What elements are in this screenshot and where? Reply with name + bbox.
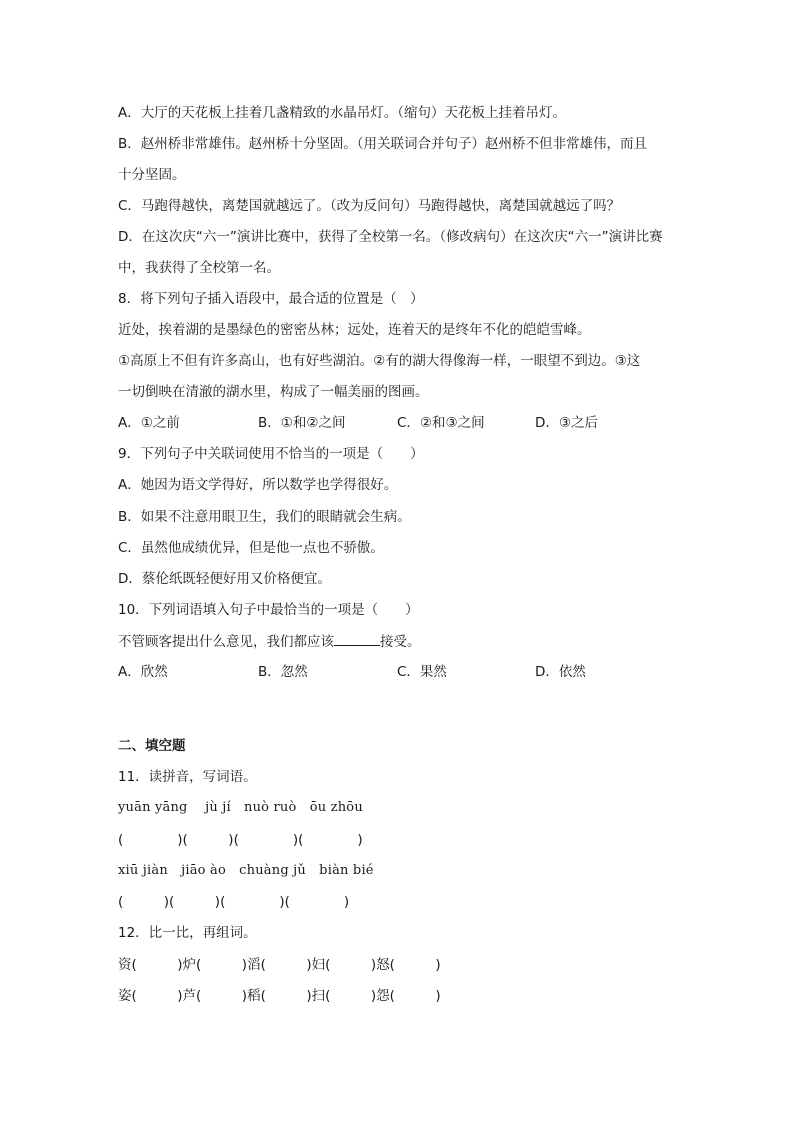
- q10-blank[interactable]: [334, 631, 380, 646]
- q10-sentence-before: 不管顾客提出什么意见，我们都应该: [118, 634, 334, 650]
- q12-stem: 12．比一比，再组词。: [118, 925, 257, 941]
- q8-option-d[interactable]: D．③之后: [535, 415, 598, 431]
- q8-sentence: 近处，挨着湖的是墨绿色的密密丛林；远处，连着天的是终年不化的皑皑雪峰。: [118, 322, 591, 338]
- q9-option-c[interactable]: C．虽然他成绩优异，但是他一点也不骄傲。: [118, 540, 384, 556]
- q8-passage-line2: 一切倒映在清澈的湖水里，构成了一幅美丽的图画。: [118, 384, 429, 400]
- q10-sentence-after: 接受。: [380, 634, 421, 650]
- q12-row1[interactable]: 资( )炉( )滔( )妇( )怒( ): [118, 957, 441, 973]
- q7-option-c: C．马跑得越快，离楚国就越远了。（改为反问句）马跑得越快，离楚国就越远了吗？: [118, 198, 621, 214]
- q11-answer-row2[interactable]: ( )( )( )( ): [118, 894, 350, 910]
- q7-option-b-line2: 十分坚固。: [118, 167, 186, 183]
- q10-options: [118, 662, 678, 682]
- q8-option-a[interactable]: A．①之前: [118, 415, 180, 431]
- q10-option-b[interactable]: B．忽然: [258, 664, 308, 680]
- q10-sentence: [118, 631, 421, 651]
- q9-option-a[interactable]: A．她因为语文学得好，所以数学也学得很好。: [118, 477, 398, 493]
- q8-passage-line1: ①高原上不但有许多高山，也有好些湖泊。②有的湖大得像海一样，一眼望不到边。③这: [118, 353, 641, 369]
- q10-option-a[interactable]: A．欣然: [118, 664, 168, 680]
- section-title-fill-in: 二、填空题: [118, 738, 186, 754]
- q12-row2[interactable]: 姿( )芦( )稻( )扫( )怨( ): [118, 988, 441, 1004]
- q11-answer-row1[interactable]: ( )( )( )( ): [118, 832, 363, 848]
- q9-option-b[interactable]: B．如果不注意用眼卫生，我们的眼睛就会生病。: [118, 509, 411, 525]
- q7-option-d-line2: 中，我获得了全校第一名。: [118, 260, 280, 276]
- q8-options: [118, 413, 678, 433]
- q10-stem: 10．下列词语填入句子中最恰当的一项是（ ）: [118, 602, 419, 618]
- q8-stem: 8．将下列句子插入语段中，最合适的位置是（ ）: [118, 291, 424, 307]
- q11-stem: 11．读拼音，写词语。: [118, 769, 257, 785]
- q9-stem: 9．下列句子中关联词使用不恰当的一项是（ ）: [118, 446, 424, 462]
- q7-option-d-line1: D．在这次庆“六一”演讲比赛中，获得了全校第一名。（修改病句）在这次庆“六一”演讲比赛: [118, 229, 663, 245]
- q7-option-b-line1: B．赵州桥非常雄伟。赵州桥十分坚固。（用关联词合并句子）赵州桥不但非常雄伟，而且: [118, 136, 648, 152]
- q11-pinyin-row2: xiū jiàn jiāo ào chuàng jǔ biàn bié: [118, 863, 374, 878]
- q11-pinyin-row1: yuān yāng jù jí nuò ruò ōu zhōu: [118, 800, 363, 815]
- q10-option-c[interactable]: C．果然: [397, 664, 447, 680]
- q7-option-a: A．大厅的天花板上挂着几盏精致的水晶吊灯。（缩句）天花板上挂着吊灯。: [118, 105, 566, 121]
- q9-option-d[interactable]: D．蔡伦纸既轻便好用又价格便宜。: [118, 571, 331, 587]
- q10-option-d[interactable]: D．依然: [535, 664, 586, 680]
- q8-option-c[interactable]: C．②和③之间: [397, 415, 485, 431]
- q8-option-b[interactable]: B．①和②之间: [258, 415, 346, 431]
